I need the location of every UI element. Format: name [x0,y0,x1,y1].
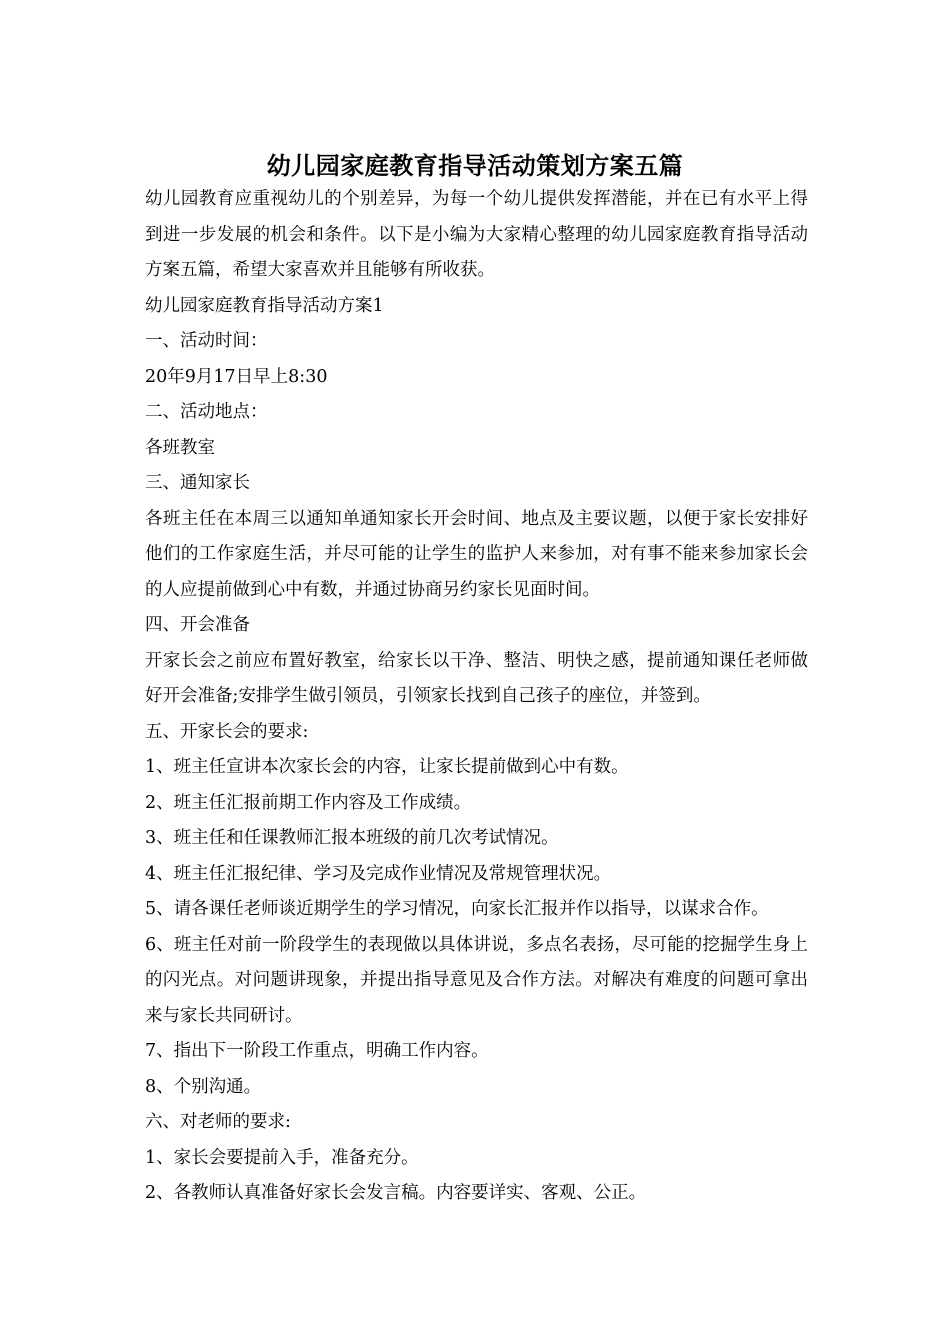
list-item: 8、个别沟通。 [145,1076,262,1097]
list-item: 7、指出下一阶段工作重点，明确工作内容。 [145,1041,489,1061]
list-item: 2、各教师认真准备好家长会发言稿。内容要详实、客观、公正。 [145,1183,647,1203]
list-item: 3、班主任和任课教师汇报本班级的前几次考试情况。 [145,828,559,848]
section-heading-location: 二、活动地点： [145,402,268,422]
section-heading-preparation: 四、开会准备 [145,615,250,635]
activity-location: 各班教室 [145,437,215,458]
document-title: 幼儿园家庭教育指导活动策划方案五篇 [266,151,684,181]
document-body [145,182,808,1212]
list-item: 6、班主任对前一阶段学生的表现做以具体讲说，多点名表扬，尽可能的挖掘学生身上的闪光点。对问题讲现象，并提出指导意见及合作方法。对解决有难度的问题可拿出来与家长共同研讨。 [145,934,808,1026]
section-heading-time: 一、活动时间： [145,331,268,351]
list-item: 2、班主任汇报前期工作内容及工作成绩。 [145,792,472,813]
plan-heading: 幼儿园家庭教育指导活动方案1 [145,295,384,316]
section-heading-notify: 三、通知家长 [145,473,250,493]
list-item: 5、请各课任老师谈近期学生的学习情况，向家长汇报并作以指导，以谋求合作。 [145,899,769,919]
section-heading-teacher-requirements: 六、对老师的要求: [145,1112,291,1132]
intro-paragraph: 幼儿园教育应重视幼儿的个别差异，为每一个幼儿提供发挥潜能，并在已有水平上得到进一步发展的机会和条件。以下是小编为大家精心整理的幼儿园家庭教育指导活动方案五篇，希望大家喜欢并且能够有所收获。 [145,189,808,280]
activity-time: 20年9月17日早上8:30 [145,366,328,387]
list-item: 4、班主任汇报纪律、学习及完成作业情况及常规管理状况。 [145,863,612,884]
list-item: 1、家长会要提前入手，准备充分。 [145,1147,419,1168]
section-heading-meeting-requirements: 五、开家长会的要求: [145,721,309,742]
preparation-paragraph: 开家长会之前应布置好教室，给家长以干净、整洁、明快之感，提前通知课任老师做好开会准备;安排学生做引领员，引领家长找到自己孩子的座位，并签到。 [145,650,808,706]
notify-paragraph: 各班主任在本周三以通知单通知家长开会时间、地点及主要议题，以便于家长安排好他们的工作家庭生活，并尽可能的让学生的监护人来参加，对有事不能来参加家长会的人应提前做到心中有数，并通过协商另约家长见面时间。 [145,508,808,600]
list-item: 1、班主任宣讲本次家长会的内容，让家长提前做到心中有数。 [145,757,629,777]
